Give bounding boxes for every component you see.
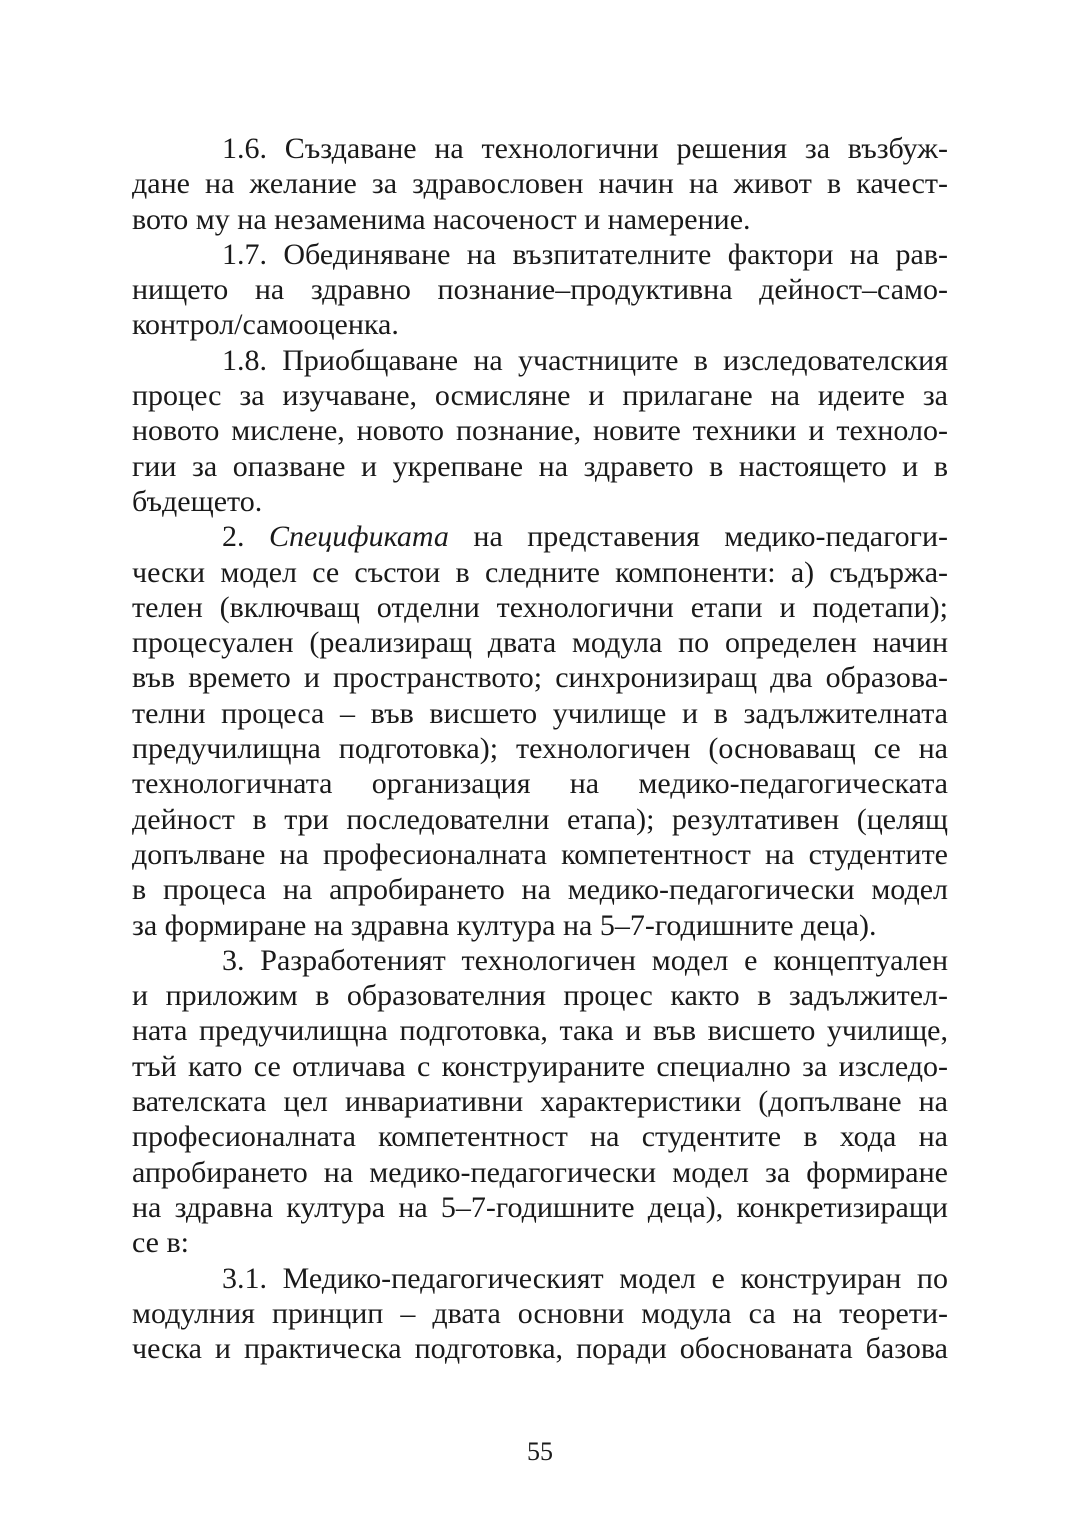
page-number: 55 — [527, 1437, 553, 1466]
text-line: 1.7. Обединяване на възпитателните фактори на рав- — [222, 237, 948, 271]
text-line: 3. Разработеният технологичен модел е концептуален — [222, 943, 948, 977]
text-line-rest: на представения медико-педагоги- — [448, 520, 948, 554]
text-line: вателската цел инвариативни характеристики (допълване на — [132, 1085, 948, 1119]
text-line: 1.6. Създаване на технологични решения за възбуж- — [222, 132, 948, 165]
text-line: чески модел се състои в следните компоненти: а) съдържа- — [132, 555, 948, 589]
text-line: технологичната организация на медико-педагогическата — [132, 767, 948, 801]
text-line: допълване на професионалната компетентност на студентите — [132, 837, 948, 871]
text-line: гии за опазване и укрепване на здравето в настоящето и в — [132, 449, 948, 483]
emphasized-term: Спецификата — [268, 520, 449, 554]
text-line: модулния принцип – двата основни модула са на теорети- — [132, 1296, 948, 1330]
text-line: се в: — [132, 1226, 189, 1260]
text-line: и приложим в образователния процес както в задължител- — [132, 979, 948, 1013]
text-line: ческа и практическа подготовка, поради обоснованата базова — [132, 1332, 948, 1366]
page-body — [132, 131, 948, 1366]
text-line-prefix: 2. — [222, 520, 269, 554]
text-line: за формиране на здравна култура на 5–7-годишните деца). — [132, 908, 877, 942]
text-line: апробирането на медико-педагогически модел за формиране — [132, 1155, 948, 1189]
text-line: 1.8. Приобщаване на участниците в изследователския — [222, 343, 948, 377]
text-line: процесуален (реализиращ двата модула по определен начин — [132, 626, 948, 660]
text-line: процес за изучаване, осмисляне и прилагане на идеите за — [132, 379, 948, 413]
text-line: дане на желание за здравословен начин на живот в качест- — [132, 167, 948, 201]
text-line: телен (включващ отделни технологични етапи и подетапи); — [132, 590, 948, 624]
text-line: във времето и пространството; синхронизиращ два образова- — [132, 661, 948, 695]
text-line: дейност в три последователни етапа); резултативен (целящ — [132, 802, 948, 836]
text-line: контрол/самооценка. — [132, 308, 399, 342]
text-line: на здравна култура на 5–7-годишните деца), конкретизиращи — [132, 1190, 948, 1224]
text-line: вото му на незаменима насоченост и намерение. — [132, 202, 751, 236]
text-line: телни процеса – във висшето училище и в задължителната — [132, 696, 948, 730]
text-line: професионалната компетентност на студентите в хода на — [132, 1120, 948, 1154]
text-line: ната предучилищна подготовка, така и във висшето училище, — [132, 1014, 948, 1048]
text-line: нището на здравно познание–продуктивна дейност–само- — [132, 273, 948, 307]
text-line: тъй като се отличава с конструираните специално за изследо- — [132, 1049, 948, 1083]
text-line: предучилищна подготовка); технологичен (основаващ се на — [132, 732, 948, 766]
text-line: 3.1. Медико-педагогическият модел е конструиран по — [222, 1261, 948, 1295]
text-line: в процеса на апробирането на медико-педагогически модел — [132, 873, 948, 907]
text-line — [132, 519, 948, 554]
text-line: бъдещето. — [132, 484, 263, 518]
text-line: новото мислене, новото познание, новите техники и техноло- — [132, 414, 948, 448]
